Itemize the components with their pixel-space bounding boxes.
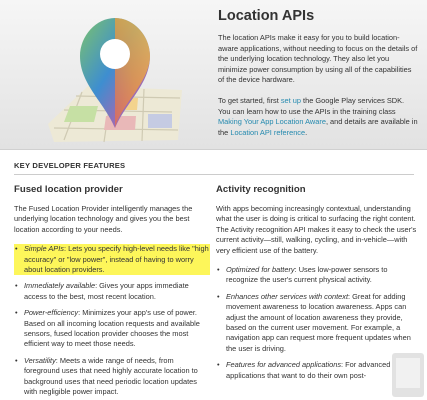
activity-recognition-section [216,184,420,387]
list-item: • Optimized for battery: Uses low-power sensors to recognize the user's current physical activity. [216,265,420,286]
list-item: • Power-efficiency: Minimizes your app's use of power. Based on all incoming location requests and available sensors, fused location provider chooses the most efficient way to meet those needs. [14,308,210,350]
list-item: • Versatility: Meets a wide range of needs, from foreground uses that need highly accurate location to background uses that need periodic location updates with negligible power impact. [14,356,210,398]
section-lead: The Fused Location Provider intelligently manages the underlying location technology and gives you the best location according to your needs. [14,204,193,234]
watermark-logo-icon [391,352,425,398]
intro-paragraph: The location APIs make it easy for you to build location-aware applications, without needing to focus on the details of the underlying location technology. They also let you minimize power consumption by using all of the capabilities of the device hardware. [218,33,418,85]
features-heading: KEY DEVELOPER FEATURES [14,161,414,175]
list-item: • Immediately available: Gives your apps immediate access to the best, most recent location. [14,281,210,302]
setup-link[interactable]: set up [280,95,301,105]
section-lead: With apps becoming increasingly contextual, understanding what the user is doing is critical to surfacing the right content. The Activity recognition API makes it easy to check the user's current activity—still, walking, cycling, and in-vehicle—with very efficient use of the battery. [216,204,417,255]
hero-banner [0,0,427,150]
list-item: • Enhances other services with context: Great for adding movement awareness to location awareness. Apps can adjust the amount of location awareness they provide, based on the current user movement. For example, a navigation app can request more frequent updates when the user is driving. [216,292,420,354]
feature-list [14,244,210,397]
getting-started-paragraph: To get started, first set up the Google Play services SDK. You can learn how to use the APIs in the training class Making Your App Location Aware, and details are available in the Location API reference. [218,95,418,137]
section-title: Fused location provider [14,184,123,195]
section-title: Activity recognition [216,184,306,195]
intro-panel [218,8,418,148]
page-title: Location APIs [218,8,315,24]
feature-list [216,265,420,381]
fused-location-section [14,184,210,400]
location-pin-map-icon [40,6,190,146]
api-reference-link[interactable]: Location API reference [230,127,306,137]
training-class-link[interactable]: Making Your App Location Aware [218,117,326,127]
list-item: • Simple APIs: Lets you specify high-level needs like "high accuracy" or "low power", instead of having to worry about location providers. [14,244,210,275]
list-item: • Features for advanced applications: For advanced applications that want to do their own post- [216,360,420,381]
